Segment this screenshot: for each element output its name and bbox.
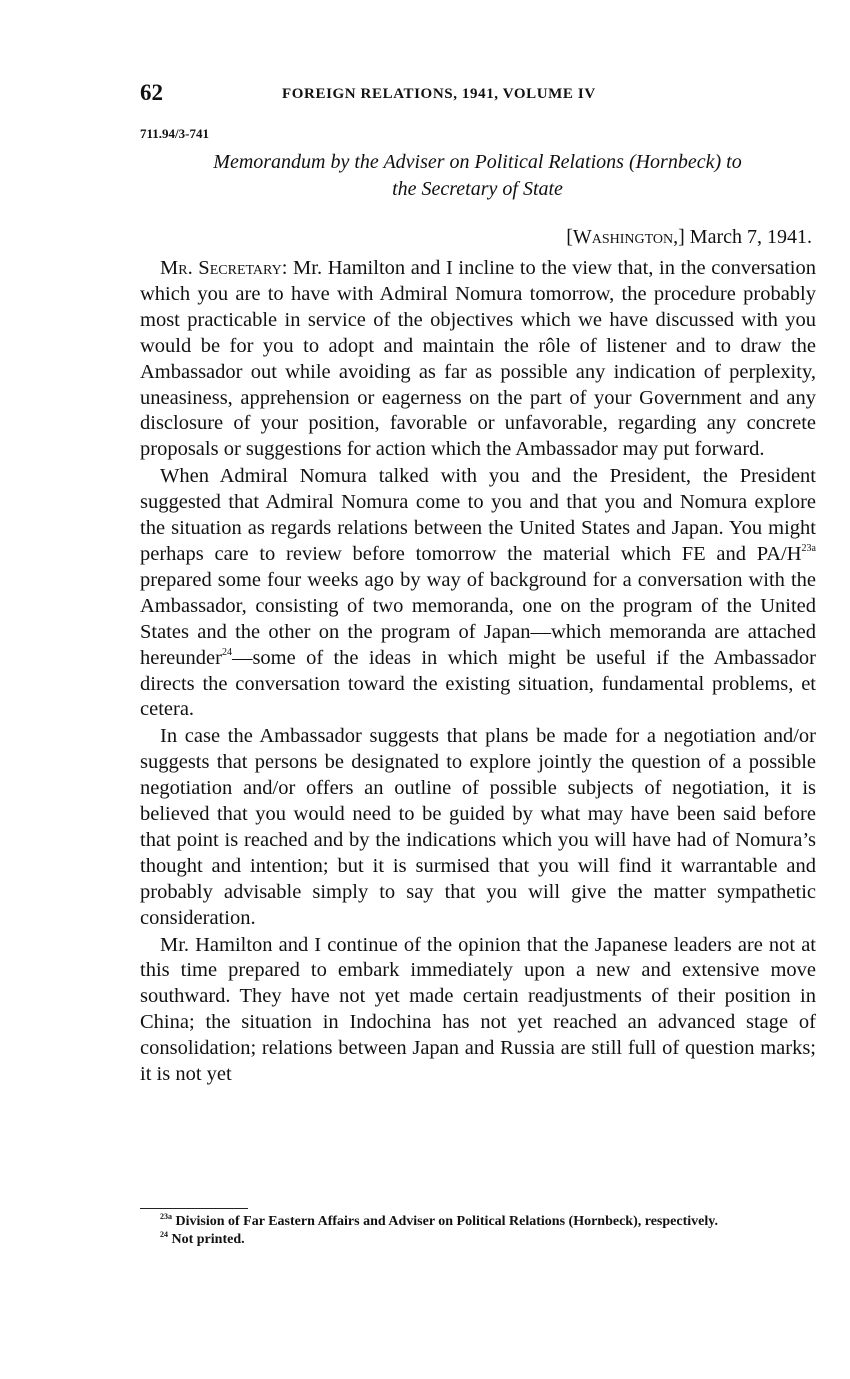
page-header	[140, 80, 820, 110]
footnote-text: Not printed.	[171, 1232, 245, 1247]
footnote-24	[140, 1231, 816, 1249]
dateline	[566, 226, 812, 249]
paragraph-2	[140, 464, 816, 723]
document-title	[140, 149, 815, 203]
paragraph-1	[140, 256, 816, 463]
footnote-mark: 24	[160, 1230, 168, 1239]
dateline-date: March 7, 1941.	[689, 226, 812, 248]
dateline-place: [Washington,]	[566, 226, 685, 248]
memorandum-body	[140, 256, 816, 1088]
title-line-2: the Secretary of State	[392, 178, 563, 200]
file-reference: 711.94/3-741	[140, 126, 209, 141]
paragraph-3: In case the Ambassador suggests that plans be made for a negotiation and/or suggests that persons be designated to explore jointly the question of a possible negotiation and/or offers an outline of possible subjects of negotiation, it is believed that you would need to be guided by what may have been said before that point is reached and by the indications which you will have had of Nomura’s thought and intention; but it is surmised that you will find it warrantable and probably advisable simply to say that you will give the matter sympathetic consideration.	[140, 725, 816, 929]
title-line-1: Memorandum by the Adviser on Political Relations (Hornbeck) to	[213, 151, 742, 173]
footnote-ref-24: 24	[221, 646, 232, 658]
paragraph-4: Mr. Hamilton and I continue of the opinion that the Japanese leaders are not at this time prepared to embark immediately upon a new and extensive move southward. They have not yet made certain readjustments of their position in China; the situation in Indochina has not yet reached an advanced stage of consolidation; relations between Japan and Russia are still full of question marks; it is not yet	[140, 933, 816, 1086]
page-number: 62	[140, 80, 163, 105]
salutation: Mr. Secretary	[160, 257, 282, 279]
footnote-mark: 23a	[160, 1212, 172, 1221]
footnote-text: Division of Far Eastern Affairs and Adviser on Political Relations (Hornbeck), respectively.	[175, 1214, 718, 1229]
footnote-23a	[140, 1213, 816, 1231]
paragraph-1-text: : Mr. Hamilton and I incline to the view that, in the conversation which you are to have with Admiral Nomura tomorrow, the procedure probably most practicable in service of the objectives which we have discussed with you would be for you to adopt and maintain the rôle of listener and to draw the Ambassador out while avoiding as far as possible any indication of perplexity, uneasiness, apprehension or eagerness on the part of your Government and any disclosure of your position, favorable or unfavorable, regarding any concrete proposals or suggestions for action which the Ambassador may put forward.	[140, 257, 817, 461]
paragraph-2-text-c: —some of the ideas in which might be useful if the Ambassador directs the conversation toward the existing situation, fundamental problems, et cetera.	[140, 646, 816, 721]
footnote-ref-23a: 23a	[801, 542, 816, 554]
footnote-divider	[140, 1208, 248, 1209]
running-title: FOREIGN RELATIONS, 1941, VOLUME IV	[282, 86, 596, 102]
paragraph-2-text-a: When Admiral Nomura talked with you and the President, the President suggested that Admiral Nomura come to you and that you and Nomura explore the situation as regards relations between the United States and Japan. You might perhaps care to review before tomorrow the material which FE and PA/H	[140, 465, 816, 565]
paragraph-2-text-b: prepared some four weeks ago by way of background for a conversation with the Ambassador, consisting of two memoranda, one on the program of the United States and the other on the program of Japan—which memoranda are attached hereunder	[140, 568, 816, 669]
footnotes	[140, 1213, 816, 1249]
